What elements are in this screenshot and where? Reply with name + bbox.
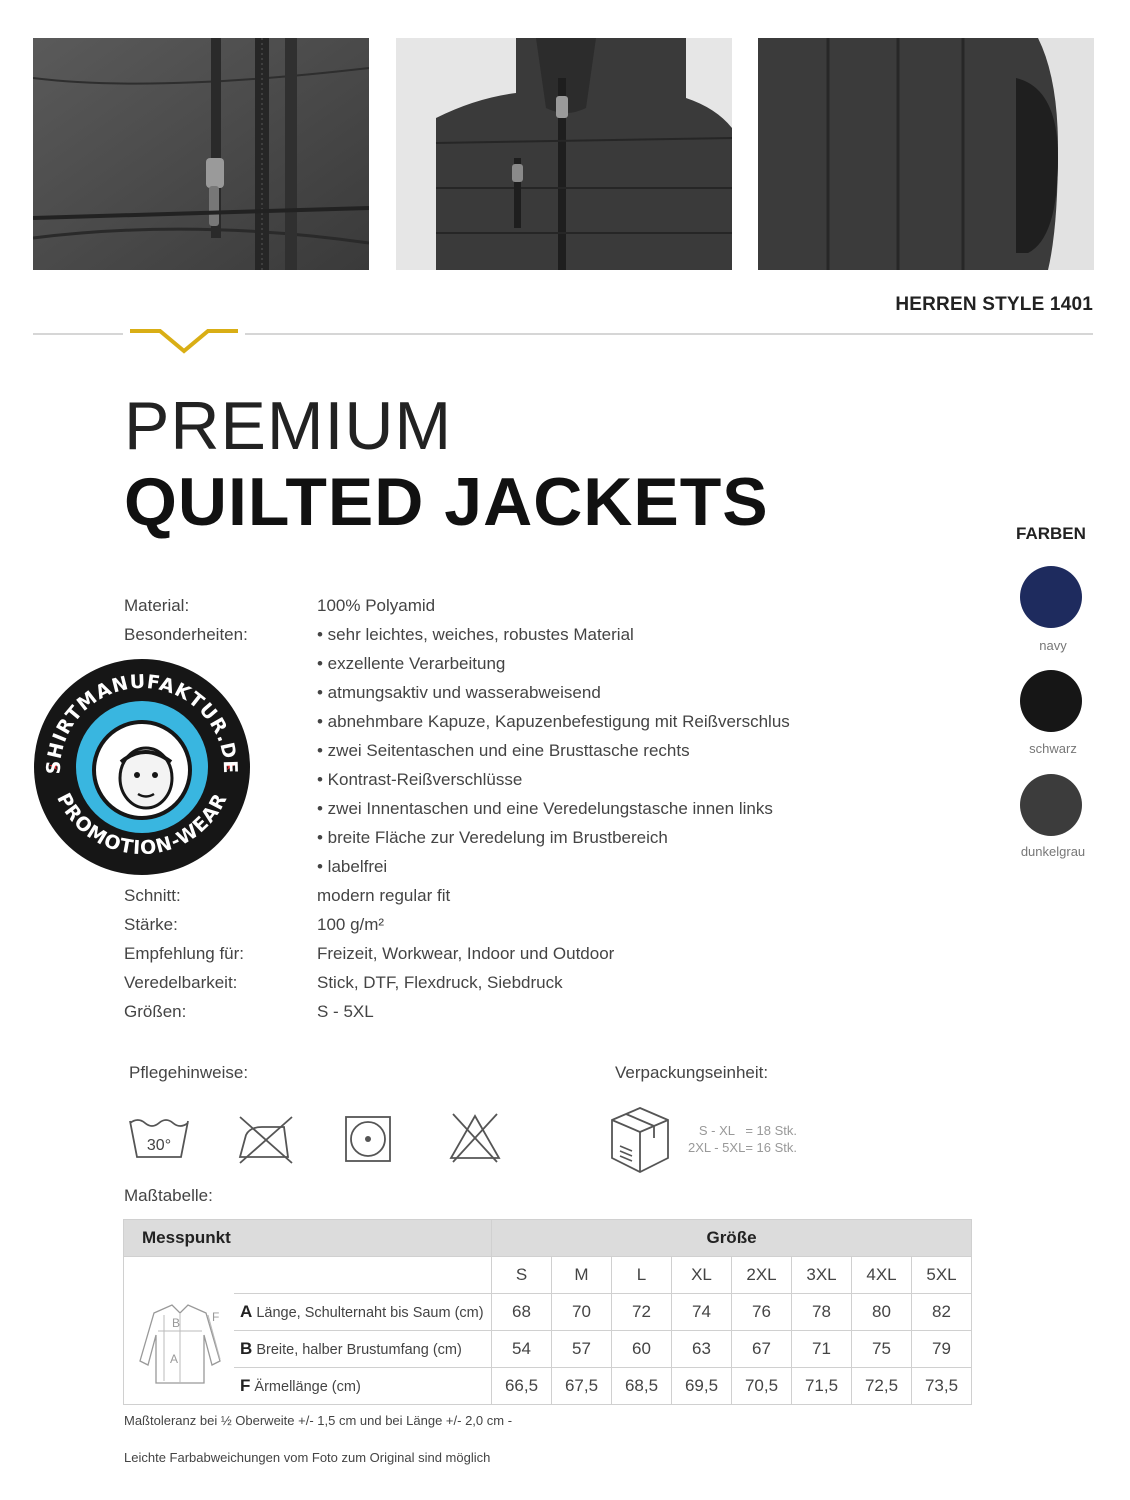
spec-value: • Kontrast-Reißverschlüsse bbox=[317, 770, 523, 789]
jacket-figure-cell bbox=[124, 1257, 235, 1405]
spec-value: 100% Polyamid bbox=[317, 596, 436, 615]
table-cell: 69,5 bbox=[672, 1368, 732, 1405]
table-cell: 79 bbox=[912, 1331, 972, 1368]
spec-label: Stärke: bbox=[124, 915, 178, 934]
no-bleach-icon bbox=[447, 1112, 503, 1164]
color-swatch-label: navy bbox=[1039, 638, 1067, 653]
table-cell: 73,5 bbox=[912, 1368, 972, 1405]
figure-label-a: A bbox=[170, 1351, 179, 1366]
measure-text: Breite, halber Brustumfang (cm) bbox=[256, 1342, 462, 1358]
figure-label-f: F bbox=[212, 1309, 220, 1324]
table-cell: 54 bbox=[492, 1331, 552, 1368]
spec-value: • sehr leichtes, weiches, robustes Material bbox=[317, 625, 634, 644]
spec-row bbox=[124, 915, 884, 944]
jacket-measure-diagram-icon bbox=[124, 1295, 234, 1395]
spec-row bbox=[124, 886, 884, 915]
table-cell: 70,5 bbox=[732, 1368, 792, 1405]
size-table bbox=[123, 1219, 972, 1405]
measure-text: Länge, Schulternaht bis Saum (cm) bbox=[256, 1305, 484, 1321]
spec-value: Stick, DTF, Flexdruck, Siebdruck bbox=[317, 973, 563, 992]
divider-line bbox=[33, 333, 123, 335]
product-photo-zipper-pocket bbox=[33, 38, 369, 270]
spec-row bbox=[124, 973, 884, 1002]
no-iron-icon bbox=[236, 1115, 294, 1165]
table-cell: 68,5 bbox=[612, 1368, 672, 1405]
size-col-header: M bbox=[552, 1257, 612, 1294]
chevron-down-icon bbox=[130, 327, 238, 355]
page-title-line2: QUILTED JACKETS bbox=[124, 464, 769, 540]
table-cell: 72,5 bbox=[852, 1368, 912, 1405]
table-cell: 80 bbox=[852, 1294, 912, 1331]
size-col-header: L bbox=[612, 1257, 672, 1294]
colors-heading: FARBEN bbox=[1016, 524, 1086, 543]
table-cell: 67,5 bbox=[552, 1368, 612, 1405]
size-col-header: 2XL bbox=[732, 1257, 792, 1294]
color-swatch-label: dunkelgrau bbox=[1020, 844, 1086, 859]
measure-label bbox=[234, 1294, 492, 1331]
table-cell: 78 bbox=[792, 1294, 852, 1331]
table-cell: 82 bbox=[912, 1294, 972, 1331]
table-cell: 71,5 bbox=[792, 1368, 852, 1405]
spec-label: Empfehlung für: bbox=[124, 944, 245, 963]
svg-text:SHIRTMANUFAKTUR.DE bbox=[43, 671, 241, 775]
color-swatch-label: schwarz bbox=[1029, 741, 1077, 756]
col-size-header: Größe bbox=[492, 1220, 972, 1257]
spec-value: • breite Fläche zur Veredelung im Brustbereich bbox=[317, 828, 668, 847]
measure-letter: F bbox=[240, 1376, 251, 1395]
table-cell: 71 bbox=[792, 1331, 852, 1368]
style-code: HERREN STYLE 1401 bbox=[895, 294, 1093, 315]
logo-text bbox=[33, 658, 251, 876]
table-cell: 60 bbox=[612, 1331, 672, 1368]
spec-label: Veredelbarkeit: bbox=[124, 973, 238, 992]
measure-letter: A bbox=[240, 1302, 253, 1321]
measure-letter: B bbox=[240, 1339, 253, 1358]
logo-text-top: SHIRTMANUFAKTUR.DE bbox=[42, 670, 242, 775]
measure-label bbox=[234, 1368, 492, 1405]
spec-value: Freizeit, Workwear, Indoor und Outdoor bbox=[317, 944, 615, 963]
spec-value: modern regular fit bbox=[317, 886, 451, 905]
table-cell: 76 bbox=[732, 1294, 792, 1331]
table-cell: 74 bbox=[672, 1294, 732, 1331]
table-row bbox=[124, 1368, 972, 1405]
col-measure-header: Messpunkt bbox=[124, 1220, 492, 1257]
packaging-info bbox=[672, 1122, 797, 1156]
table-cell: 67 bbox=[732, 1331, 792, 1368]
tolerance-note: Maßtoleranz bei ½ Oberweite +/- 1,5 cm und bei Länge +/- 2,0 cm - bbox=[124, 1413, 513, 1428]
color-deviation-note: Leichte Farbabweichungen vom Foto zum Original sind möglich bbox=[124, 1450, 491, 1465]
care-heading: Pflegehinweise: bbox=[129, 1063, 249, 1082]
figure-label-b: B bbox=[172, 1315, 181, 1330]
spec-row bbox=[124, 1002, 884, 1031]
size-col-header: 4XL bbox=[852, 1257, 912, 1294]
tumble-dry-icon bbox=[344, 1115, 392, 1163]
logo-text-bottom: PROMOTION-WEAR bbox=[52, 789, 232, 860]
table-row bbox=[124, 1331, 972, 1368]
table-cell: 75 bbox=[852, 1331, 912, 1368]
table-cell: 66,5 bbox=[492, 1368, 552, 1405]
table-cell: 63 bbox=[672, 1331, 732, 1368]
spec-label: Material: bbox=[124, 596, 190, 615]
table-cell: 70 bbox=[552, 1294, 612, 1331]
size-col-header: S bbox=[492, 1257, 552, 1294]
table-cell: 57 bbox=[552, 1331, 612, 1368]
spec-value: • atmungsaktiv und wasserabweisend bbox=[317, 683, 601, 702]
table-cell: 72 bbox=[612, 1294, 672, 1331]
packaging-heading: Verpackungseinheit: bbox=[615, 1063, 769, 1082]
spec-row bbox=[124, 625, 884, 654]
box-icon bbox=[608, 1104, 672, 1176]
spec-value: • labelfrei bbox=[317, 857, 388, 876]
table-cell: 68 bbox=[492, 1294, 552, 1331]
table-row bbox=[124, 1294, 972, 1331]
spec-value: • zwei Seitentaschen und eine Brusttasche rechts bbox=[317, 741, 690, 760]
product-photo-hood bbox=[396, 38, 732, 270]
spec-value: 100 g/m² bbox=[317, 915, 385, 934]
wash-temp: 30° bbox=[146, 1137, 172, 1154]
packaging-line: S - XL = 18 Stk. bbox=[698, 1123, 797, 1138]
color-swatch-dunkelgrau[interactable] bbox=[1020, 774, 1082, 836]
packaging-line: 2XL - 5XL= 16 Stk. bbox=[687, 1140, 797, 1155]
color-swatch-navy[interactable] bbox=[1020, 566, 1082, 628]
size-table-heading: Maßtabelle: bbox=[124, 1186, 213, 1205]
size-header-spacer bbox=[234, 1257, 492, 1294]
spec-value: • exzellente Verarbeitung bbox=[317, 654, 506, 673]
measure-label bbox=[234, 1331, 492, 1368]
spec-value: • abnehmbare Kapuze, Kapuzenbefestigung mit Reißverschlus bbox=[317, 712, 790, 731]
size-col-header: 3XL bbox=[792, 1257, 852, 1294]
size-col-header: XL bbox=[672, 1257, 732, 1294]
measure-text: Ärmellänge (cm) bbox=[254, 1379, 361, 1395]
divider-line bbox=[245, 333, 1093, 335]
page-title-line1: PREMIUM bbox=[124, 388, 453, 464]
color-swatch-schwarz[interactable] bbox=[1020, 670, 1082, 732]
svg-text:PROMOTION-WEAR bbox=[52, 790, 231, 860]
product-photo-sleeve bbox=[758, 38, 1094, 270]
spec-label: Besonderheiten: bbox=[124, 625, 248, 644]
spec-row bbox=[124, 596, 884, 625]
spec-row bbox=[124, 944, 884, 973]
size-col-header: 5XL bbox=[912, 1257, 972, 1294]
spec-value: • zwei Innentaschen und eine Veredelungstasche innen links bbox=[317, 799, 773, 818]
spec-label: Schnitt: bbox=[124, 886, 181, 905]
spec-label: Größen: bbox=[124, 1002, 187, 1021]
wash-30-icon bbox=[128, 1117, 190, 1161]
spec-value: S - 5XL bbox=[317, 1002, 374, 1021]
